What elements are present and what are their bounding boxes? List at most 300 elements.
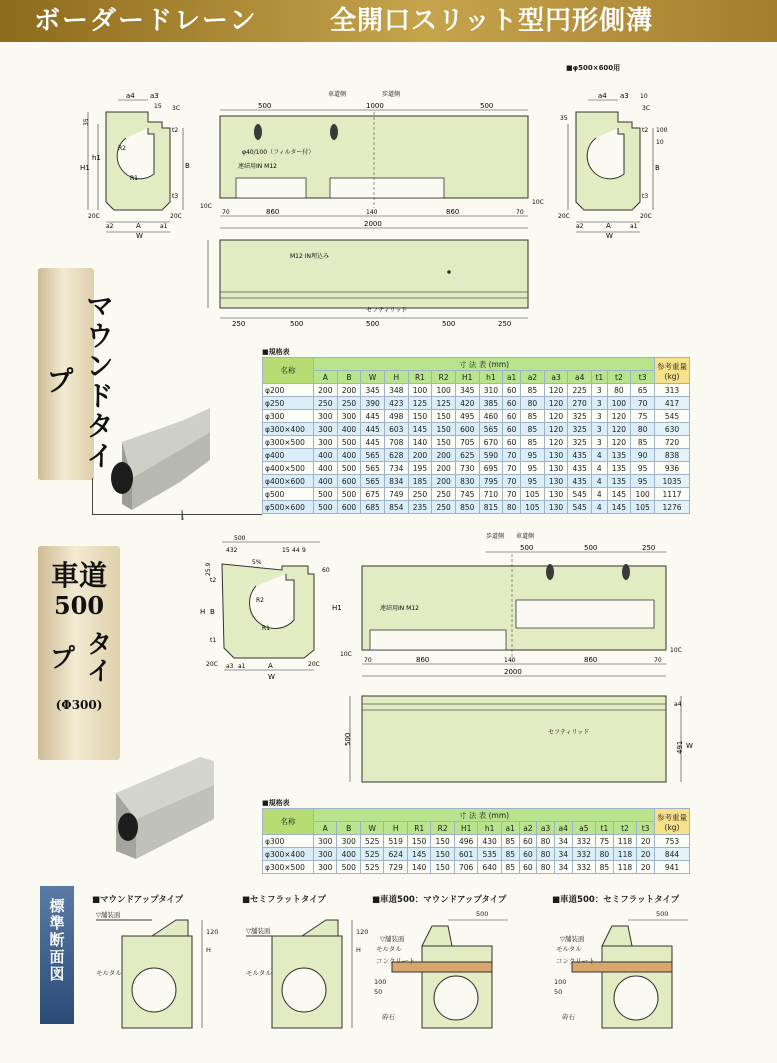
row-name: φ400×500: [263, 462, 314, 475]
column-header: H1: [454, 822, 477, 835]
table-cell: 600: [455, 423, 479, 436]
dim-500: 500: [234, 535, 246, 542]
table-cell: 435: [568, 462, 592, 475]
table-cell: 729: [384, 861, 407, 874]
table-cell: 3: [592, 384, 608, 397]
table-cell: 60: [519, 835, 537, 848]
table-cell: 130: [544, 501, 568, 514]
table-cell: 85: [501, 848, 519, 861]
mound-product-photo: [92, 380, 262, 520]
dim-a4: a4: [598, 92, 607, 100]
table-cell: 70: [503, 488, 521, 501]
road500-label-panel: [38, 546, 120, 760]
table-cell: 200: [337, 384, 361, 397]
weight-cell: 936: [655, 462, 690, 475]
table-cell: 135: [607, 475, 631, 488]
table-cell: 545: [568, 488, 592, 501]
road500-label-1: 車道: [50, 559, 107, 592]
table-cell: 345: [361, 384, 385, 397]
dim-H1: H1: [80, 164, 90, 172]
mound-plan: [198, 236, 558, 331]
weight-cell: 720: [655, 436, 690, 449]
dim-860a: 860: [416, 656, 430, 664]
table-cell: 496: [454, 835, 477, 848]
dim-70a: 70: [364, 657, 372, 664]
standard-label-n100: 100: [374, 978, 387, 986]
table-cell: 500: [337, 488, 361, 501]
dim-R2: R2: [118, 145, 126, 152]
plan-dim-491: 491: [676, 740, 684, 754]
table-cell: 400: [337, 449, 361, 462]
column-header: W: [360, 822, 383, 835]
dim-W: W: [136, 232, 143, 238]
standard-section-title: ■車道500：マウンドアップタイプ: [372, 895, 507, 905]
road500-label-3: タイプ: [45, 630, 112, 684]
table-cell: 90: [631, 449, 655, 462]
table-row: [263, 488, 690, 501]
road500-product-photo: [96, 755, 226, 875]
table-cell: 830: [455, 475, 479, 488]
dim-20c-b: 20C: [170, 213, 182, 220]
column-header: R1: [408, 371, 432, 384]
table-cell: 310: [479, 384, 503, 397]
standard-label-road: ▽舗装面: [96, 911, 121, 919]
table-cell: 95: [521, 449, 545, 462]
dim-10b: 10: [656, 139, 664, 146]
table-cell: 250: [337, 397, 361, 410]
dim-t2: t2: [642, 127, 649, 134]
table-cell: 675: [361, 488, 385, 501]
lid-label: セフティリッド: [548, 729, 590, 736]
walk-side-label: 歩道側: [382, 91, 401, 98]
weight-cell: 1117: [655, 488, 690, 501]
table-cell: 423: [384, 397, 408, 410]
table-cell: 445: [361, 436, 385, 449]
standard-label-n500: 500: [656, 910, 669, 918]
column-header: H1: [455, 371, 479, 384]
table-cell: 854: [384, 501, 408, 514]
table-cell: 670: [479, 436, 503, 449]
table-cell: 300: [314, 835, 337, 848]
standard-label-H: H: [206, 946, 211, 954]
plan-dim-250b: 250: [498, 320, 512, 328]
callout-line: [92, 478, 93, 514]
table-cell: 34: [554, 835, 572, 848]
dim-1000: 1000: [366, 102, 384, 110]
table-cell: 640: [478, 861, 501, 874]
table-cell: 300: [337, 410, 361, 423]
dim-20c-b: 20C: [640, 213, 652, 220]
column-header: a1: [501, 822, 519, 835]
table-cell: 385: [479, 397, 503, 410]
dim-t3: t3: [172, 193, 179, 200]
column-header: R1: [407, 822, 430, 835]
weight-cell: 844: [655, 848, 690, 861]
dim-70b: 70: [654, 657, 662, 664]
standard-section-title: ■マウンドアップタイプ: [92, 895, 184, 905]
table-row: [263, 384, 690, 397]
table-cell: 225: [568, 384, 592, 397]
road500-plan: [336, 692, 696, 792]
dim-10: 10: [640, 93, 648, 100]
dim-860a: 860: [266, 208, 280, 216]
dim-R1: R1: [262, 625, 270, 632]
table-cell: 300: [337, 835, 360, 848]
table-cell: 325: [568, 423, 592, 436]
table-cell: 695: [479, 462, 503, 475]
table-cell: 400: [314, 475, 338, 488]
table-cell: 708: [384, 436, 408, 449]
table-cell: 120: [544, 436, 568, 449]
table-cell: 628: [384, 449, 408, 462]
road500-cross-section: [196, 530, 346, 680]
table-cell: 145: [607, 488, 631, 501]
table-cell: 235: [408, 501, 432, 514]
dim-140: 140: [504, 657, 516, 664]
row-name: φ300: [263, 835, 314, 848]
mound-type-label: マウンドタイプ: [42, 291, 115, 471]
table-cell: 85: [631, 436, 655, 449]
row-name: φ400: [263, 449, 314, 462]
insert-label: M12 IN埋込み: [290, 253, 329, 260]
dim-a3: a3: [226, 663, 234, 670]
table-cell: 345: [455, 384, 479, 397]
standard-label-n120: 120: [206, 928, 219, 936]
standard-label-n120: 120: [356, 928, 369, 936]
row-name: φ300: [263, 410, 314, 423]
column-header: t2: [613, 822, 636, 835]
dim-group-header: 寸 法 表 (mm): [314, 809, 655, 822]
dim-3c: 3C: [642, 105, 651, 112]
table-cell: 80: [596, 848, 614, 861]
table-cell: 200: [432, 462, 456, 475]
dim-B: B: [185, 162, 190, 170]
column-header: H: [384, 822, 407, 835]
road500-elevation: [336, 530, 696, 680]
table-cell: 105: [521, 501, 545, 514]
road500-label-4: (Φ300): [55, 698, 103, 712]
column-header: t3: [637, 822, 655, 835]
column-header: t1: [596, 822, 614, 835]
table-cell: 70: [631, 397, 655, 410]
table-cell: 120: [544, 397, 568, 410]
table-cell: 4: [592, 501, 608, 514]
table-cell: 500: [314, 501, 338, 514]
table-cell: 625: [455, 449, 479, 462]
table-cell: 300: [314, 410, 338, 423]
standard-label-mortar: モルタル: [556, 945, 582, 953]
dim-15: 15: [282, 547, 290, 554]
dim-t3: t3: [642, 193, 649, 200]
dim-h1: h1: [92, 154, 101, 162]
table-cell: 400: [337, 423, 361, 436]
standard-label-mortar: モルタル: [376, 945, 402, 953]
table-cell: 603: [384, 423, 408, 436]
table-cell: 4: [592, 475, 608, 488]
table-cell: 300: [314, 436, 338, 449]
table-cell: 3: [592, 410, 608, 423]
table-cell: 500: [337, 861, 360, 874]
column-header: a4: [568, 371, 592, 384]
dim-35: 35: [83, 118, 90, 126]
column-header: a5: [572, 822, 595, 835]
dim-t2: t2: [210, 577, 217, 584]
table-cell: 150: [431, 861, 454, 874]
table-cell: 420: [455, 397, 479, 410]
dim-35: 35: [560, 115, 568, 122]
table-row: [263, 397, 690, 410]
road-side-label: 車道側: [328, 91, 347, 98]
standard-label-n500: 500: [476, 910, 489, 918]
table-cell: 80: [537, 835, 555, 848]
table-cell: 80: [537, 861, 555, 874]
dim-432: 432: [226, 547, 238, 554]
table-cell: 200: [432, 449, 456, 462]
dim-20c-b: 20C: [308, 661, 320, 668]
table-cell: 95: [521, 462, 545, 475]
dim-2000: 2000: [504, 668, 522, 676]
dim-R1: R1: [130, 175, 138, 182]
weight-cell: 838: [655, 449, 690, 462]
column-header: R2: [432, 371, 456, 384]
column-header: A: [314, 371, 338, 384]
standard-label-mortar: モルタル: [96, 969, 122, 977]
dim-R2: R2: [256, 597, 264, 604]
plan-dim-a4: a4: [674, 701, 682, 708]
table-cell: 500: [337, 436, 361, 449]
table-cell: 200: [432, 475, 456, 488]
table-row: [263, 861, 690, 874]
column-header: W: [361, 371, 385, 384]
table-cell: 118: [613, 835, 636, 848]
table-cell: 70: [503, 475, 521, 488]
table-cell: 400: [337, 848, 360, 861]
column-header: H: [384, 371, 408, 384]
plan-dim-500c: 500: [442, 320, 456, 328]
table-row: [263, 410, 690, 423]
standard-label-road: ▽舗装面: [380, 935, 405, 943]
table-cell: 195: [408, 462, 432, 475]
table-cell: 60: [503, 384, 521, 397]
page-subtitle: 全開口スリット型円形側溝: [330, 6, 653, 36]
dim-t1: t1: [210, 637, 217, 644]
weight-cell: 941: [655, 861, 690, 874]
table-cell: 85: [521, 436, 545, 449]
table-cell: 125: [432, 397, 456, 410]
table-cell: 624: [384, 848, 407, 861]
table-cell: 140: [407, 861, 430, 874]
dim-a4: a4: [126, 92, 135, 100]
table-cell: 145: [407, 848, 430, 861]
table-cell: 3: [592, 436, 608, 449]
dim-20c-a: 20C: [558, 213, 570, 220]
table-cell: 60: [519, 848, 537, 861]
column-header: B: [337, 822, 360, 835]
standard-label-gravel: 砕石: [562, 1013, 575, 1021]
row-name: φ500: [263, 488, 314, 501]
dim-10c-b: 10C: [532, 199, 544, 206]
table-cell: 120: [544, 423, 568, 436]
table-cell: 135: [607, 449, 631, 462]
table-cell: 565: [361, 449, 385, 462]
table-cell: 325: [568, 410, 592, 423]
table-cell: 105: [521, 488, 545, 501]
table-cell: 734: [384, 462, 408, 475]
dim-A: A: [136, 222, 141, 230]
table-cell: 120: [544, 410, 568, 423]
page-title: ボーダードレーン: [34, 6, 258, 36]
table-cell: 500: [337, 462, 361, 475]
dim-a2: a2: [576, 223, 584, 230]
standard-label-concrete: コンクリート: [376, 957, 415, 965]
table-cell: 60: [503, 410, 521, 423]
table-cell: 545: [568, 501, 592, 514]
table-cell: 120: [607, 423, 631, 436]
column-header: B: [337, 371, 361, 384]
table-cell: 150: [408, 410, 432, 423]
column-header: t3: [631, 371, 655, 384]
dim-500b: 500: [480, 102, 494, 110]
plan-dim-500a: 500: [290, 320, 304, 328]
standard-label-n100: 100: [554, 978, 567, 986]
table-cell: 3: [592, 423, 608, 436]
table-cell: 75: [631, 410, 655, 423]
dim-t2: t2: [172, 127, 179, 134]
dim-44: 44: [292, 547, 300, 554]
table-cell: 80: [607, 384, 631, 397]
mound-spec-table: [262, 357, 690, 514]
table-cell: 445: [361, 423, 385, 436]
callout-line: [92, 514, 262, 515]
plan-dim-W: W: [686, 742, 693, 750]
table-cell: 60: [503, 436, 521, 449]
table-cell: 85: [596, 861, 614, 874]
table-cell: 430: [478, 835, 501, 848]
table-cell: 300: [314, 423, 338, 436]
table-row: [263, 501, 690, 514]
pipe-label: φ40/100（フィルター付）: [242, 149, 315, 156]
standard-label-mortar: モルタル: [246, 969, 272, 977]
table-cell: 200: [408, 449, 432, 462]
table-cell: 815: [479, 501, 503, 514]
standard-label-panel: [40, 886, 74, 1024]
table-cell: 445: [361, 410, 385, 423]
plan-dim-250a: 250: [232, 320, 246, 328]
road500-spec-table: [262, 808, 690, 874]
mound-table-label: ■規格表: [262, 348, 290, 356]
dim-10c-a: 10C: [340, 651, 352, 658]
table-cell: 834: [384, 475, 408, 488]
road500-table-label: ■規格表: [262, 799, 290, 807]
table-cell: 3: [592, 397, 608, 410]
mound-type-label-panel: [38, 268, 115, 480]
dim-H: H: [200, 608, 206, 616]
table-cell: 4: [592, 449, 608, 462]
dim-W: W: [268, 673, 275, 680]
table-cell: 600: [337, 501, 361, 514]
table-cell: 400: [314, 462, 338, 475]
column-header: R2: [431, 822, 454, 835]
dim-20c-a: 20C: [206, 661, 218, 668]
dim-B: B: [210, 608, 215, 616]
column-header: a1: [503, 371, 521, 384]
table-cell: 4: [592, 462, 608, 475]
table-cell: 118: [613, 861, 636, 874]
table-cell: 332: [572, 861, 595, 874]
table-cell: 498: [384, 410, 408, 423]
table-cell: 795: [479, 475, 503, 488]
column-header: a4: [554, 822, 572, 835]
table-cell: 850: [455, 501, 479, 514]
dim-70b: 70: [516, 209, 524, 216]
table-cell: 535: [478, 848, 501, 861]
bolt-label: 連結用IN M12: [238, 163, 277, 170]
table-cell: 332: [572, 835, 595, 848]
table-cell: 34: [554, 848, 572, 861]
table-cell: 400: [314, 449, 338, 462]
table-cell: 460: [479, 410, 503, 423]
dim-250: 250: [642, 544, 656, 552]
row-name: φ200: [263, 384, 314, 397]
table-cell: 706: [454, 861, 477, 874]
table-cell: 590: [479, 449, 503, 462]
mound-elevation: [198, 88, 558, 238]
weight-cell: 1276: [655, 501, 690, 514]
dim-2000: 2000: [364, 220, 382, 228]
table-cell: 130: [544, 449, 568, 462]
table-cell: 150: [407, 835, 430, 848]
table-cell: 80: [631, 423, 655, 436]
dim-860b: 860: [446, 208, 460, 216]
table-row: [263, 423, 690, 436]
table-cell: 525: [360, 861, 383, 874]
table-cell: 20: [637, 861, 655, 874]
table-cell: 150: [432, 436, 456, 449]
plan-dim-500: 500: [344, 732, 352, 746]
table-cell: 65: [631, 384, 655, 397]
dim-A: A: [268, 662, 273, 670]
table-cell: 500: [314, 488, 338, 501]
table-cell: 710: [479, 488, 503, 501]
dim-a2: a2: [106, 223, 114, 230]
table-cell: 95: [521, 475, 545, 488]
standard-label-road: ▽舗装面: [560, 935, 585, 943]
table-cell: 100: [607, 397, 631, 410]
table-cell: 390: [361, 397, 385, 410]
weight-cell: 1035: [655, 475, 690, 488]
table-cell: 70: [503, 462, 521, 475]
mound-cross-section: [78, 88, 198, 238]
row-name: φ300×400: [263, 423, 314, 436]
table-cell: 85: [501, 835, 519, 848]
standard-section-title: ■車道500：セミフラットタイプ: [552, 895, 680, 905]
table-row: [263, 462, 690, 475]
table-cell: 435: [568, 475, 592, 488]
plan-dim-500b: 500: [366, 320, 380, 328]
standard-label-n50: 50: [374, 988, 383, 996]
table-cell: 601: [454, 848, 477, 861]
table-row: [263, 449, 690, 462]
table-cell: 348: [384, 384, 408, 397]
table-cell: 20: [637, 835, 655, 848]
table-cell: 150: [432, 423, 456, 436]
standard-label-H: H: [356, 946, 361, 954]
table-cell: 4: [592, 488, 608, 501]
table-cell: 435: [568, 449, 592, 462]
page-header: [0, 0, 777, 42]
table-cell: 20: [637, 848, 655, 861]
table-cell: 185: [408, 475, 432, 488]
